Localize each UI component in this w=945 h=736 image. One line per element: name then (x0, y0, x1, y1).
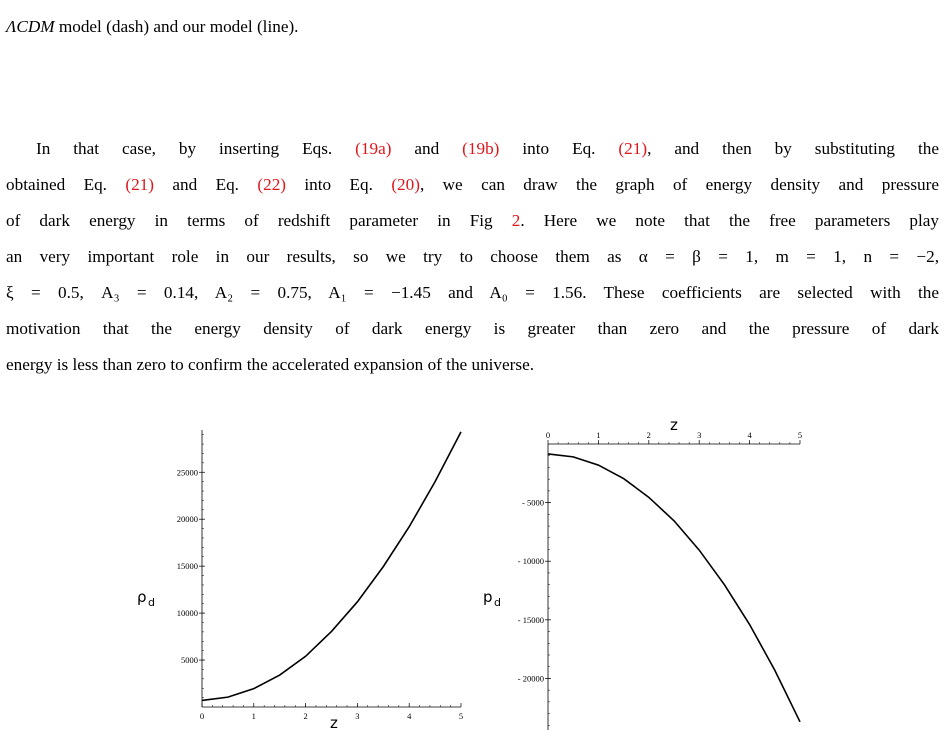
left-ylabel: ρ (137, 588, 147, 606)
left-y-tick-label: 15000 (176, 561, 198, 572)
left-y-tick-label: 25000 (176, 467, 198, 478)
eq-ref-19a[interactable]: (19a) (355, 139, 392, 158)
fig-ref-2[interactable]: 2 (511, 211, 521, 230)
pressure-chart (470, 408, 820, 733)
paragraph-line-5: ξ = 0.5, A₃ = 0.14, A₂ = 0.75, A₁ = −1.45 and A₀ = 1.56. These coefficients are selected with the (6, 283, 939, 302)
right-x-tick-label: 2 (646, 430, 651, 440)
right-x-tick-label: 3 (697, 430, 702, 440)
left-x-tick-label: 5 (458, 711, 464, 721)
paragraph-line-3: of dark energy in terms of redshift parameter in Fig 2. Here we note that the free parameters play (6, 211, 939, 230)
energy-density-chart (130, 420, 480, 730)
right-xlabel: z (670, 416, 678, 434)
right-x-tick-label: 1 (596, 430, 601, 440)
left-x-tick-label: 3 (355, 711, 360, 721)
left-y-tick-label: 5000 (181, 655, 198, 666)
right-y-tick-label: - 10000 (517, 556, 544, 567)
right-ylabel: p (483, 588, 493, 606)
right-ylabel-sub: d (494, 596, 501, 609)
pressure-curve (548, 454, 800, 722)
right-y-tick-label: - 5000 (522, 497, 544, 508)
eq-ref-20[interactable]: (20) (391, 175, 420, 194)
left-ylabel-sub: d (148, 596, 155, 609)
eq-ref-21[interactable]: (21) (618, 139, 648, 158)
eq-ref-19b[interactable]: (19b) (462, 139, 500, 158)
eq-ref-22[interactable]: (22) (257, 175, 287, 194)
left-x-tick-label: 2 (303, 711, 308, 721)
paragraph-line-4: an very important role in our results, so we try to choose them as α = β = 1, m = 1, n = −2, (6, 247, 939, 266)
paragraph-line-7: energy is less than zero to confirm the accelerated expansion of the universe. (6, 355, 534, 374)
paragraph-line-2: obtained Eq. (21) and Eq. (22) into Eq. (20), we can draw the graph of energy density and pressure (6, 175, 939, 194)
lambda-cdm-label: ΛCDM (6, 17, 55, 36)
paragraph-line-6: motivation that the energy density of dark energy is greater than zero and the pressure of dark (6, 319, 939, 338)
eq-ref-21b[interactable]: (21) (125, 175, 154, 194)
paragraph-line-1: In that case, by inserting Eqs. (19a) and (19b) into Eq. (21), and then by substituting the (36, 139, 939, 158)
caption-text: model (dash) and our model (line). (54, 17, 299, 36)
figure-caption-tail (6, 16, 298, 38)
right-y-tick-label: - 15000 (517, 614, 544, 625)
left-xlabel: z (330, 714, 338, 732)
right-x-tick-label: 4 (747, 430, 752, 440)
right-y-tick-label: - 20000 (517, 673, 544, 684)
right-x-tick-label: 5 (797, 430, 803, 440)
left-y-tick-label: 10000 (176, 608, 198, 619)
left-x-tick-label: 4 (407, 711, 412, 721)
energy-density-curve (202, 432, 461, 701)
right-x-tick-label: 0 (545, 430, 551, 440)
left-y-tick-label: 20000 (176, 514, 198, 525)
left-x-tick-label: 0 (199, 711, 205, 721)
left-x-tick-label: 1 (251, 711, 256, 721)
